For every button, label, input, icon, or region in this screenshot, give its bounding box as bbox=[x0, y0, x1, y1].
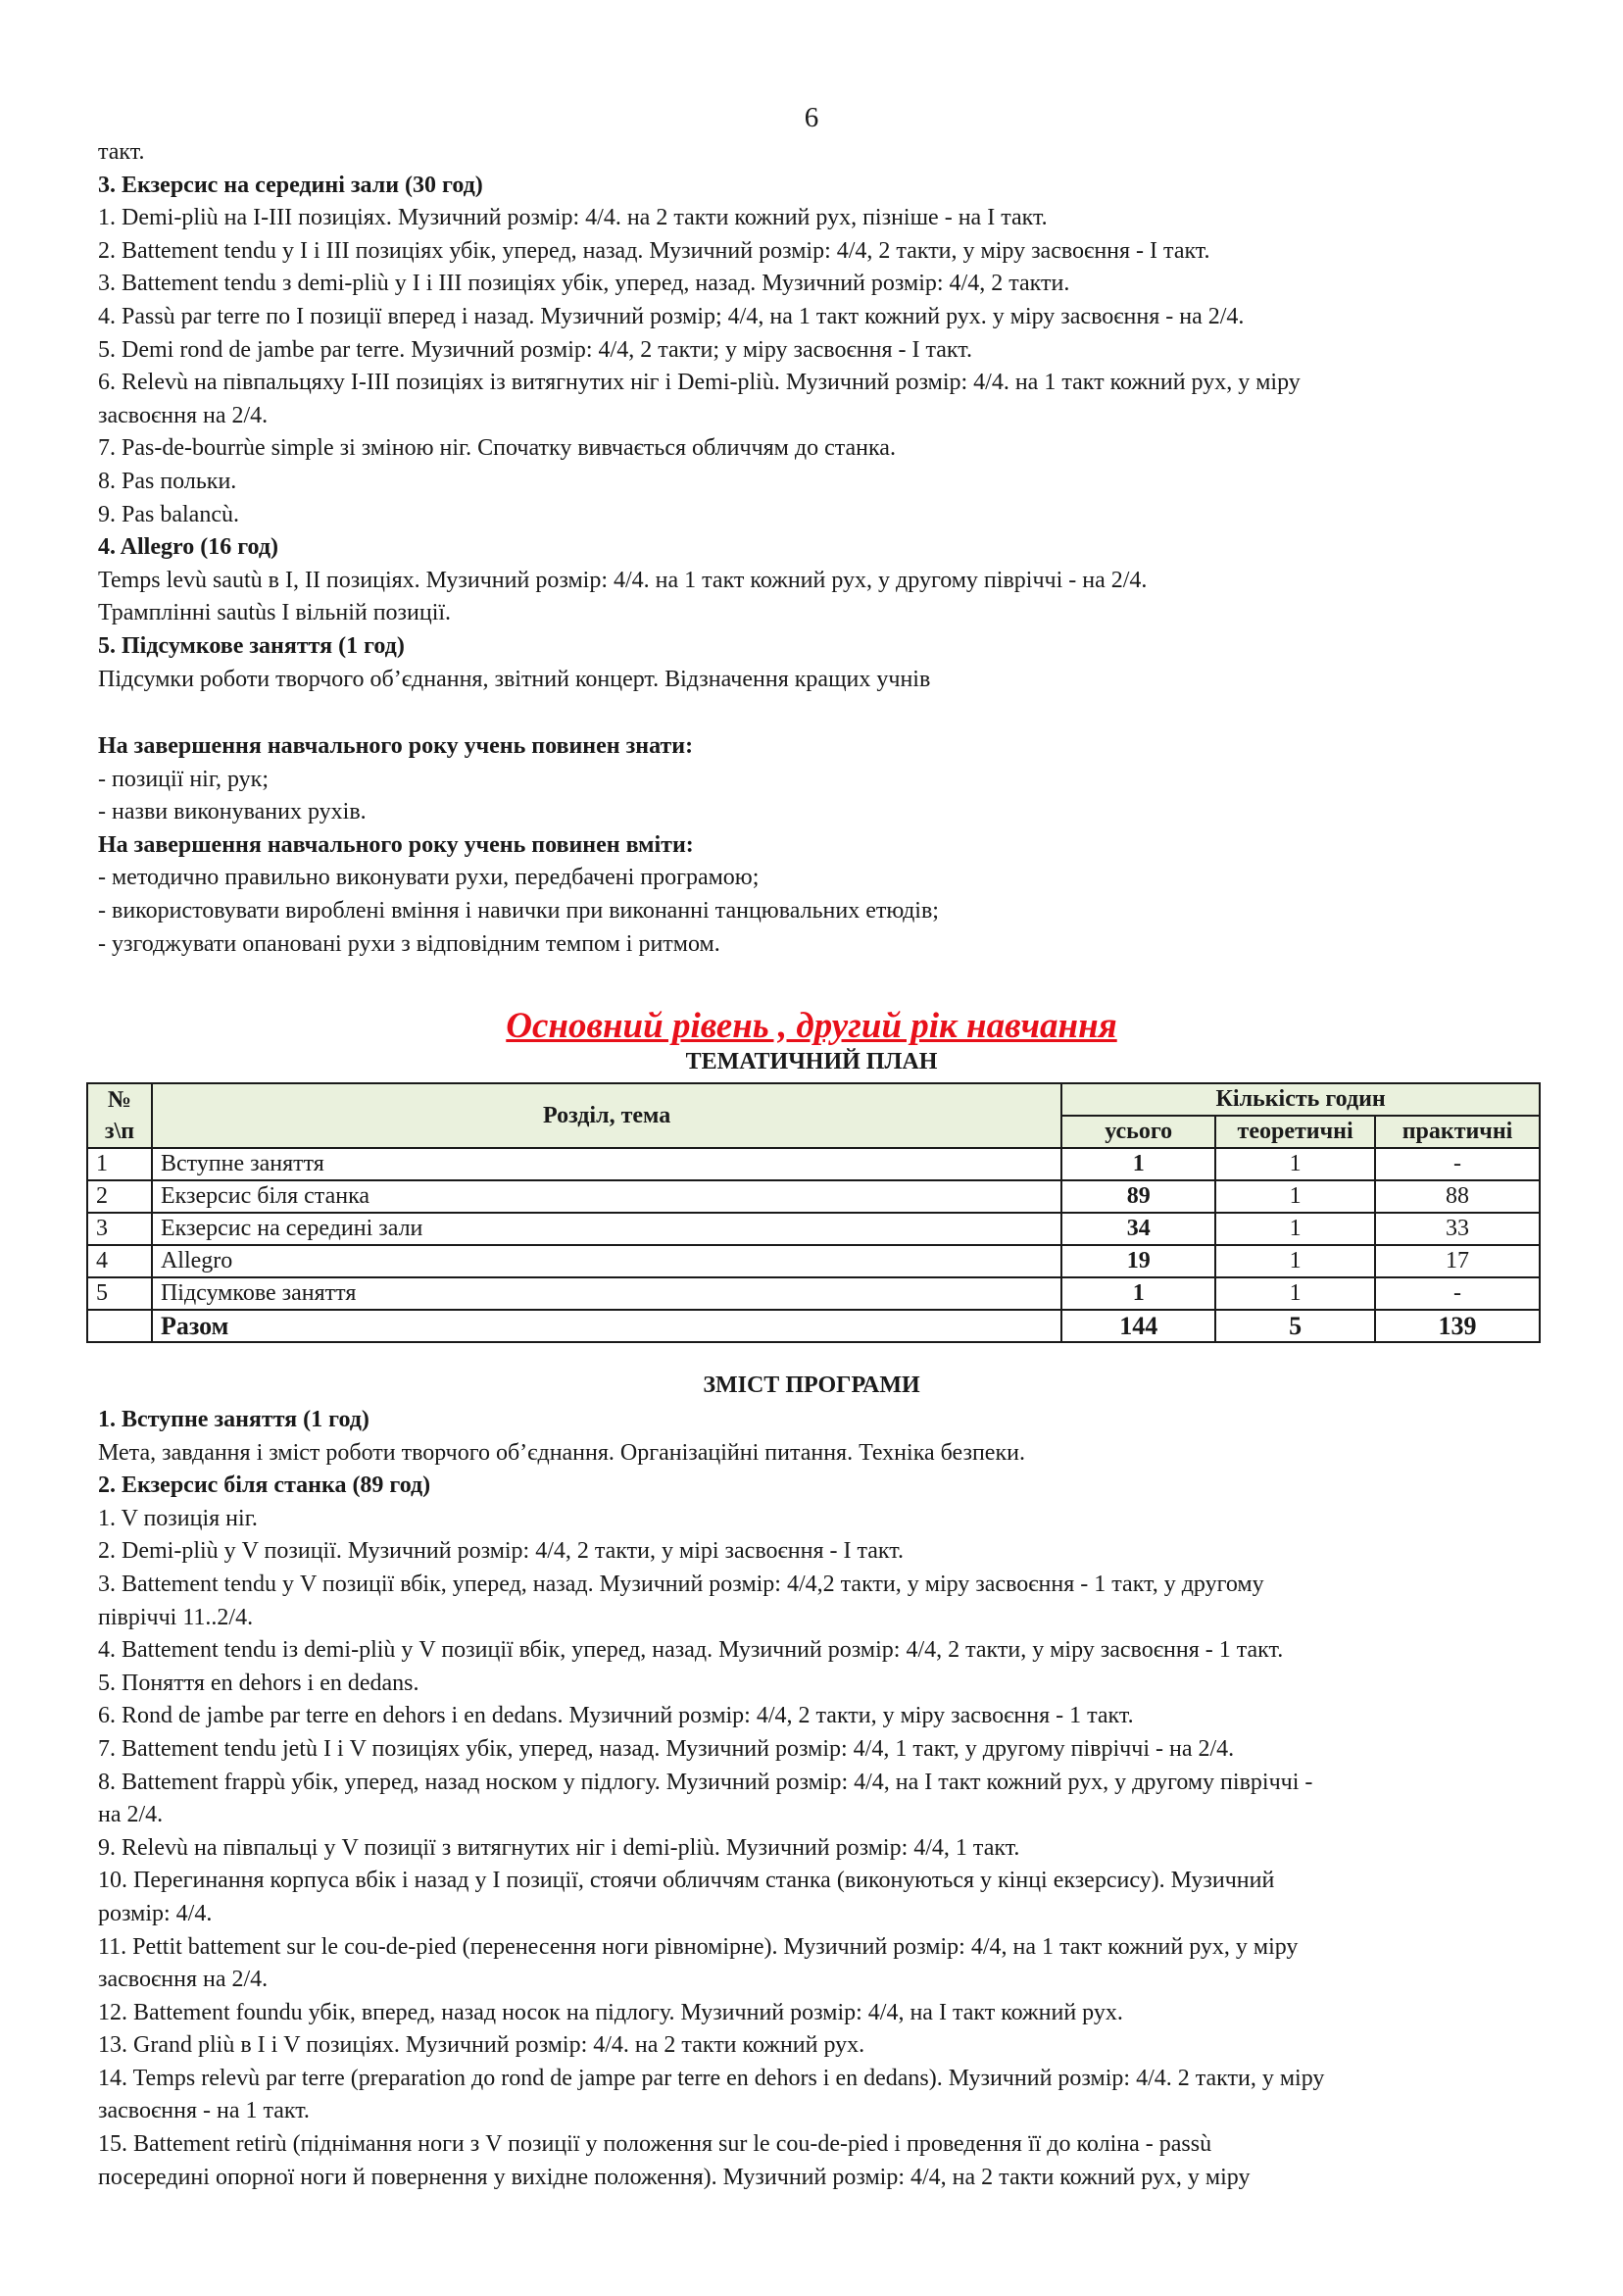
row-practice: 33 bbox=[1375, 1213, 1540, 1245]
section-title-line: На завершення навчального року учень повинен знати: bbox=[98, 733, 694, 759]
row-number: 2 bbox=[87, 1180, 152, 1213]
page-number: 6 bbox=[804, 102, 819, 133]
text-line: 2. Battement tendu у I і III позиціях убік, уперед, назад. Музичний розмір: 4/4, 2 такти, у міру засвоєння - I такт. bbox=[98, 237, 1210, 264]
text-line: 5. Поняття en dehors і en dedans. bbox=[98, 1670, 419, 1696]
text-line: 3. Battement tendu з demi-pliù у I і III позиціях убік, уперед, назад. Музичний розмір: 4/4, 2 такти. bbox=[98, 271, 1070, 297]
section-title-line: 2. Екзерсис біля станка (89 год) bbox=[98, 1472, 431, 1499]
text-line: 1. Demi-pliù на I-III позиціях. Музичний розмір: 4/4. на 2 такти кожний рух, пізніше - на I такт. bbox=[98, 205, 1048, 231]
text-line: 13. Grand pliù в I і V позиціях. Музичний розмір: 4/4. на 2 такти кожний рух. bbox=[98, 2032, 865, 2059]
table-title: ТЕМАТИЧНИЙ ПЛАН bbox=[685, 1049, 938, 1074]
row-topic: Екзерсис біля станка bbox=[152, 1180, 1061, 1213]
header-number: № з\п bbox=[87, 1083, 152, 1148]
row-number: 1 bbox=[87, 1148, 152, 1180]
text-line: на 2/4. bbox=[98, 1802, 164, 1828]
row-number: 3 bbox=[87, 1213, 152, 1245]
text-line: - назви виконуваних рухів. bbox=[98, 799, 367, 825]
text-line: Підсумки роботи творчого об’єднання, звітний концерт. Відзначення кращих учнів bbox=[98, 666, 931, 692]
table-header-row bbox=[87, 1083, 1540, 1116]
row-topic: Allegro bbox=[152, 1245, 1061, 1277]
row-theory: 1 bbox=[1215, 1277, 1375, 1310]
row-topic: Підсумкове заняття bbox=[152, 1277, 1061, 1310]
text-line: 9. Pas balancù. bbox=[98, 501, 239, 527]
row-topic: Вступне заняття bbox=[152, 1148, 1061, 1180]
header-hours: Кількість годин bbox=[1061, 1083, 1540, 1116]
text-line: 2. Demi-pliù у V позиції. Музичний розмір: 4/4, 2 такти, у мірі засвоєння - I такт. bbox=[98, 1538, 904, 1565]
sum-number bbox=[87, 1310, 152, 1342]
text-line: Temps levù sautù в I, II позиціях. Музичний розмір: 4/4. на 1 такт кожний рух, у другому півріччі - на 2/4. bbox=[98, 567, 1148, 593]
row-theory: 1 bbox=[1215, 1180, 1375, 1213]
text-line: 15. Battement retirù (піднімання ноги з V позиції у положення sur le cou-de-pied і проведення її до коліна - passù bbox=[98, 2131, 1212, 2158]
header-practice: практичні bbox=[1375, 1116, 1540, 1148]
text-line: півріччі 11..2/4. bbox=[98, 1604, 254, 1630]
text-line: засвоєння на 2/4. bbox=[98, 402, 269, 428]
section-title-line: На завершення навчального року учень повинен вміти: bbox=[98, 831, 694, 858]
row-practice: 88 bbox=[1375, 1180, 1540, 1213]
text-line: 10. Перегинання корпуса вбік і назад у I позиції, стоячи обличчям станка (виконуються у кінці екзерсису). Музичний bbox=[98, 1868, 1275, 1894]
row-total: 1 bbox=[1061, 1277, 1215, 1310]
text-line: 7. Pas-de-bourrùe simple зі зміною ніг. Спочатку вивчається обличчям до станка. bbox=[98, 435, 896, 462]
row-topic: Екзерсис на середині зали bbox=[152, 1213, 1061, 1245]
table-row bbox=[87, 1277, 1540, 1310]
table-row bbox=[87, 1213, 1540, 1245]
text-line: 5. Demi rond de jambe par terre. Музичний розмір: 4/4, 2 такти; у міру засвоєння - I такт. bbox=[98, 336, 972, 363]
program-content-title: ЗМІСТ ПРОГРАМИ bbox=[703, 1373, 920, 1398]
text-line: 12. Battement foundu убік, вперед, назад носок на підлогу. Музичний розмір: 4/4, на I такт кожний рух. bbox=[98, 1999, 1123, 2025]
text-block-requirements bbox=[98, 730, 1549, 961]
table-row bbox=[87, 1180, 1540, 1213]
text-line: 9. Relevù на півпальці у V позиції з витягнутих ніг і demi-pliù. Музичний розмір: 4/4, 1 такт. bbox=[98, 1834, 1020, 1861]
text-line: 1. V позиція ніг. bbox=[98, 1505, 258, 1531]
row-total: 89 bbox=[1061, 1180, 1215, 1213]
table-body bbox=[87, 1148, 1540, 1310]
text-line: - позиції ніг, рук; bbox=[98, 766, 269, 792]
section-title-line: 1. Вступне заняття (1 год) bbox=[98, 1407, 369, 1432]
section-heading: Основний рівень , другий рік навчання bbox=[506, 1006, 1117, 1046]
thematic-plan-table bbox=[86, 1082, 1541, 1343]
text-block-intro bbox=[98, 136, 1549, 696]
table-row bbox=[87, 1245, 1540, 1277]
row-practice: - bbox=[1375, 1277, 1540, 1310]
header-total: усього bbox=[1061, 1116, 1215, 1148]
section-title-line: 3. Екзерсис на середині зали (30 год) bbox=[98, 172, 483, 198]
text-line: Трамплінні sautùs I вільній позиції. bbox=[98, 600, 452, 626]
row-practice: 17 bbox=[1375, 1245, 1540, 1277]
row-theory: 1 bbox=[1215, 1245, 1375, 1277]
row-practice: - bbox=[1375, 1148, 1540, 1180]
text-line: 6. Rond de jambe par terre en dehors і en dedans. Музичний розмір: 4/4, 2 такти, у міру засвоєння - 1 такт. bbox=[98, 1703, 1134, 1729]
text-line: засвоєння на 2/4. bbox=[98, 1967, 269, 1993]
text-line: 4. Passù par terre по I позиції вперед і назад. Музичний розмір; 4/4, на 1 такт кожний рух. у міру засвоєння - на 2/4. bbox=[98, 303, 1245, 329]
row-total: 34 bbox=[1061, 1213, 1215, 1245]
section-title-line: 4. Allegro (16 год) bbox=[98, 534, 278, 561]
row-number: 5 bbox=[87, 1277, 152, 1310]
text-line: 7. Battement tendu jetù I і V позиціях убік, уперед, назад. Музичний розмір: 4/4, 1 такт, у другому півріччі - на 2/4. bbox=[98, 1735, 1235, 1762]
text-line: такт. bbox=[98, 139, 145, 165]
text-line: посередині опорної ноги й повернення у вихідне положення). Музичний розмір: 4/4, на 2 такти кожний рух, у міру bbox=[98, 2164, 1251, 2190]
text-line: 3. Battement tendu у V позиції вбік, уперед, назад. Музичний розмір: 4/4,2 такти, у міру засвоєння - 1 такт, у другому bbox=[98, 1571, 1264, 1597]
text-line: 14. Temps relevù par terre (preparation до rond de jampe par terre en dehors і en dedans). Музичний розмір: 4/4. 2 такти, у міру bbox=[98, 2065, 1325, 2091]
sum-practice: 139 bbox=[1375, 1310, 1540, 1342]
row-total: 1 bbox=[1061, 1148, 1215, 1180]
text-line: - методично правильно виконувати рухи, передбачені програмою; bbox=[98, 865, 760, 891]
row-total: 19 bbox=[1061, 1245, 1215, 1277]
sum-total: 144 bbox=[1061, 1310, 1215, 1342]
row-theory: 1 bbox=[1215, 1213, 1375, 1245]
text-line: 4. Battement tendu із demi-pliù у V позиції вбік, уперед, назад. Музичний розмір: 4/4, 2 такти, у міру засвоєння - 1 такт. bbox=[98, 1637, 1284, 1664]
header-topic: Розділ, тема bbox=[152, 1083, 1061, 1148]
text-line: розмір: 4/4. bbox=[98, 1900, 213, 1926]
text-line: - узгоджувати опановані рухи з відповідним темпом і ритмом. bbox=[98, 930, 720, 957]
section-title-line: 5. Підсумкове заняття (1 год) bbox=[98, 632, 405, 659]
table-sum-row bbox=[87, 1310, 1540, 1342]
table-row bbox=[87, 1148, 1540, 1180]
header-theory: теоретичні bbox=[1215, 1116, 1375, 1148]
text-line: засвоєння - на 1 такт. bbox=[98, 2098, 310, 2124]
text-line: 11. Pettit battement sur le cou-de-pied (перенесення ноги рівномірне). Музичний розмір: 4/4, на 1 такт кожний рух, у міру bbox=[98, 1933, 1299, 1960]
sum-label: Разом bbox=[152, 1310, 1061, 1342]
row-theory: 1 bbox=[1215, 1148, 1375, 1180]
sum-theory: 5 bbox=[1215, 1310, 1375, 1342]
text-line: 8. Pas польки. bbox=[98, 468, 237, 494]
text-line: Мета, завдання і зміст роботи творчого об’єднання. Організаційні питання. Техніка безпеки. bbox=[98, 1439, 1025, 1466]
text-line: 6. Relevù на півпальцяху I-III позиціях із витягнутих ніг і Demi-pliù. Музичний розмір: 4/4. на 1 такт кожний рух, у міру bbox=[98, 370, 1301, 396]
text-line: - використовувати вироблені вміння і навички при виконанні танцювальних етюдів; bbox=[98, 897, 939, 923]
text-block-program bbox=[98, 1404, 1549, 2194]
row-number: 4 bbox=[87, 1245, 152, 1277]
text-line: 8. Battement frappù убік, уперед, назад носком у підлогу. Музичний розмір: 4/4, на I такт кожний рух, у другому півріччі - bbox=[98, 1769, 1313, 1795]
